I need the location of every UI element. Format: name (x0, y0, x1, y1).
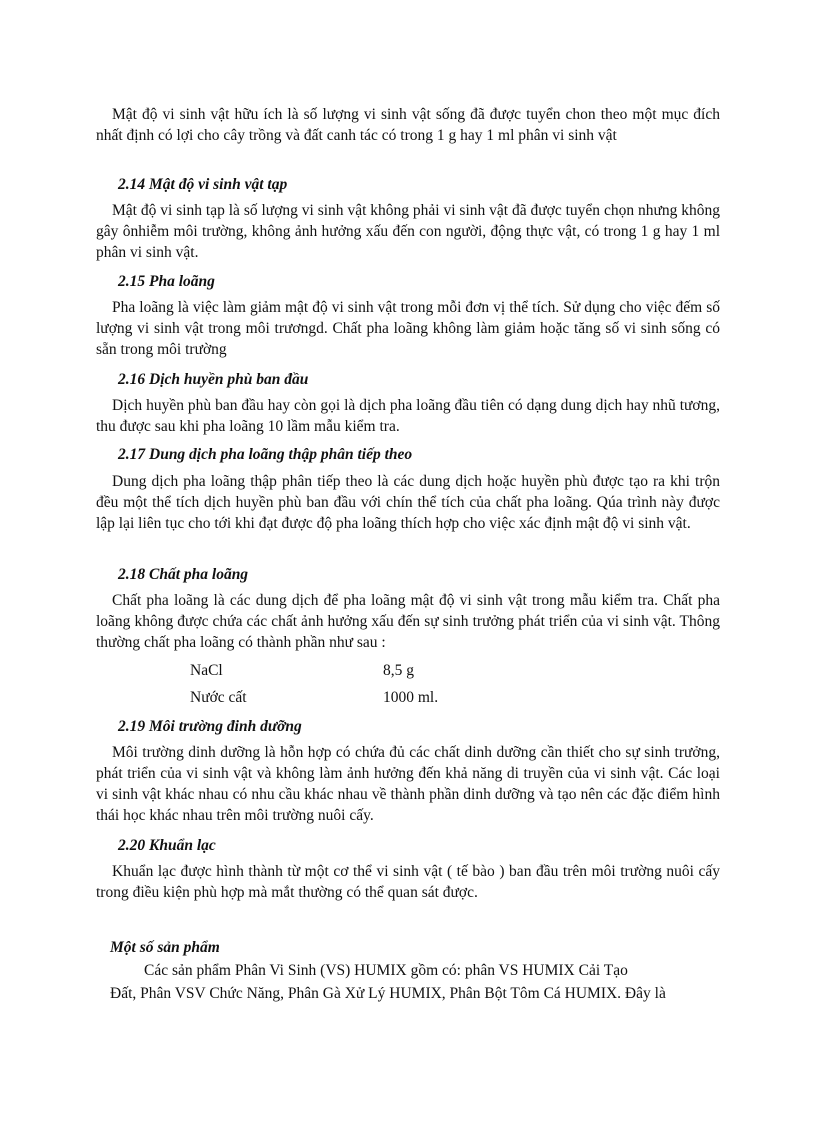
heading-2-17: 2.17 Dung dịch pha loãng thập phân tiếp theo (118, 446, 413, 463)
paragraph-2-19: Môi trường dinh dưỡng là hỗn hợp có chứa đủ các chất dinh dưỡng cần thiết cho sự sinh trưởng, phát triển của vi sinh vật và không làm ảnh hưởng đến khả năng di truyền của vi sinh vật. Các loại vi sinh vật khác nhau có nhu cầu khác nhau về thành phần dinh dưỡng và tạo nên các đặc điểm hình thái học khác nhau trên môi trường nuôi cấy. (96, 744, 720, 824)
paragraph-2-20: Khuẩn lạc được hình thành từ một cơ thể vi sinh vật ( tế bào ) ban đầu trên môi trường nuôi cấy trong điều kiện phù hợp mà mắt thường có thể quan sát được. (96, 863, 720, 901)
table-row (190, 657, 438, 684)
heading-2-15: 2.15 Pha loãng (118, 273, 215, 290)
heading-2-16: 2.16 Dịch huyền phù ban đầu (118, 371, 309, 388)
table-cell-name: NaCl (190, 662, 223, 679)
paragraph-2-15: Pha loãng là việc làm giảm mật độ vi sinh vật trong mỗi đơn vị thể tích. Sử dụng cho việc đếm số lượng vi sinh vật trong môi trươngd. Chất pha loãng không làm giảm hoặc tăng số vi sinh sống có sẵn trong môi trường (96, 299, 720, 358)
diluent-composition-table (190, 657, 438, 711)
paragraph-intro: Mật độ vi sinh vật hữu ích là số lượng vi sinh vật sống đã được tuyển chon theo một mục đích nhất định có lợi cho cây trồng và đất canh tác có trong 1 g hay 1 ml phân vi sinh vật (96, 106, 720, 144)
heading-2-19: 2.19 Môi trường đinh dưỡng (118, 718, 302, 735)
paragraph-2-16: Dịch huyền phù ban đầu hay còn gọi là dịch pha loãng đầu tiên có dạng dung dịch hay nhũ tương, thu được sau khi pha loãng 10 lầm mẫu kiểm tra. (96, 397, 720, 435)
paragraph-2-18: Chất pha loãng là các dung dịch để pha loãng mật độ vi sinh vật trong mẫu kiểm tra. Chất pha loãng không được chứa các chất ảnh hưởng xấu đến sự sinh trưởng phát triển của vi sinh vật. Thông thường chất pha loãng có thành phần như sau : (96, 592, 720, 651)
paragraph-products-line-1: Các sản phẩm Phân Vi Sinh (VS) HUMIX gồm có: phân VS HUMIX Cải Tạo (144, 962, 628, 979)
paragraph-products-line-2: Đất, Phân VSV Chức Năng, Phân Gà Xử Lý HUMIX, Phân Bột Tôm Cá HUMIX. Đây là (110, 985, 666, 1002)
table-cell-amount: 8,5 g (383, 662, 414, 679)
heading-2-18: 2.18 Chất pha loãng (118, 566, 249, 583)
heading-2-20: 2.20 Khuẩn lạc (118, 837, 216, 854)
table-row (190, 684, 438, 711)
heading-products: Một số sản phẩm (110, 939, 220, 956)
paragraph-2-14: Mật độ vi sinh tạp là số lượng vi sinh vật không phải vi sinh vật đã được tuyển chọn nhưng không gây ônhiễm môi trường, không ảnh hưởng xấu đến con người, động thực vật, có trong 1 g hay 1 ml phân vi sinh vật. (96, 202, 720, 261)
table-cell-amount: 1000 ml. (383, 689, 439, 706)
table-cell-name: Nước cất (190, 689, 247, 706)
paragraph-2-17: Dung dịch pha loãng thập phân tiếp theo là các dung dịch hoặc huyền phù được tạo ra khi trộn đều một thể tích dịch huyền phù ban đầu với chín thể tích của chất pha loãng. Qúa trình này được lập lại liên tục cho tới khi đạt được độ pha loãng thích hợp cho việc xác định mật độ vi sinh vật. (96, 473, 720, 532)
heading-2-14: 2.14 Mật độ vi sinh vật tạp (118, 176, 288, 193)
